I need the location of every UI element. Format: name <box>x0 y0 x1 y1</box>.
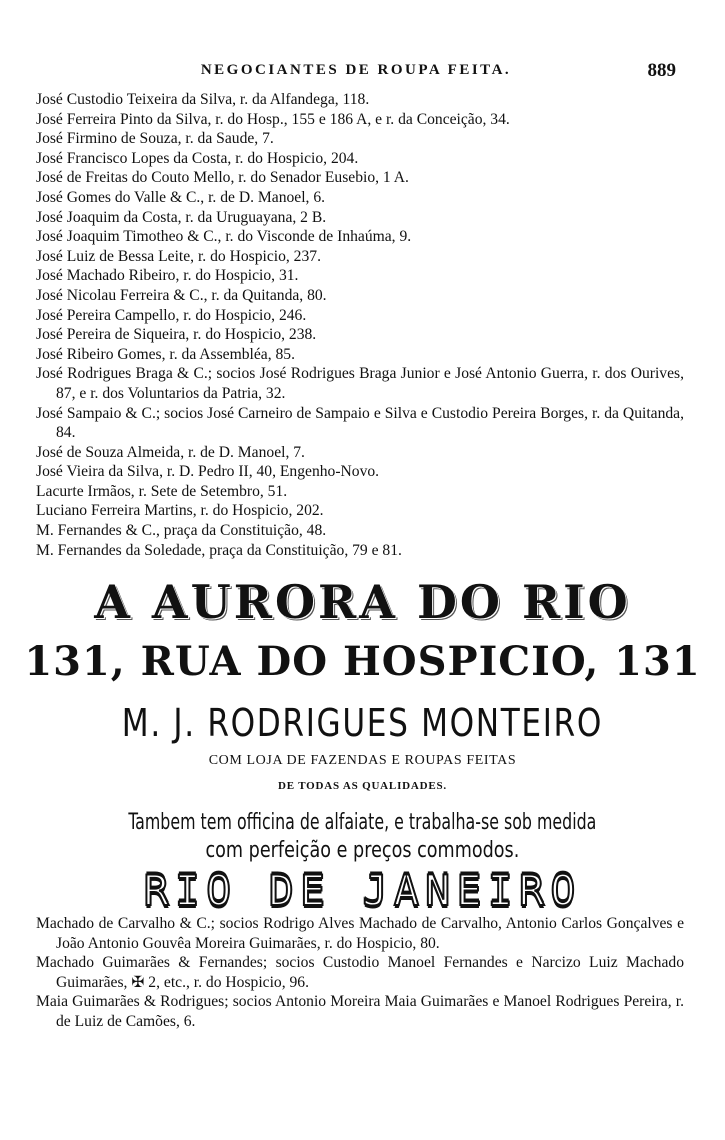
list-entry: José Sampaio & C.; socios José Carneiro de Sampaio e Silva e Custodio Pereira Borges, r. da Quitanda, 84. <box>36 404 684 442</box>
advert-line-shop: COM LOJA DE FAZENDAS E ROUPAS FEITAS <box>208 753 517 768</box>
running-title: NEGOCIANTES DE ROUPA FEITA. <box>200 62 512 78</box>
list-entry: M. Fernandes da Soledade, praça da Constituição, 79 e 81. <box>36 541 402 559</box>
list-entry: Maia Guimarães & Rodrigues; socios Antonio Moreira Maia Guimarães e Manoel Rodrigues Pereira, r. de Luiz de Camões, 6. <box>36 993 684 1030</box>
advert-line-tailoring: Tambem tem officina de alfaiate, e trabalha-se sob medida <box>128 810 597 835</box>
list-entry: Machado de Carvalho & C.; socios Rodrigo Alves Machado de Carvalho, Antonio Carlos Gonçalves e João Antonio Gouvêa Moreira Guimarães, r. do Hospicio, 80. <box>36 915 684 952</box>
advert-owner: M. J. RODRIGUES MONTEIRO <box>121 701 604 745</box>
list-entry: José de Freitas do Couto Mello, r. do Senador Eusebio, 1 A. <box>36 169 409 187</box>
list-entry: José Luiz de Bessa Leite, r. do Hospicio, 237. <box>36 247 321 265</box>
list-entry: Lacurte Irmãos, r. Sete de Setembro, 51. <box>36 482 288 500</box>
list-entry: José Ferreira Pinto da Silva, r. do Hosp., 155 e 186 A, e r. da Conceição, 34. <box>36 110 510 128</box>
advert-line-qualities: DE TODAS AS QUALIDADES. <box>278 780 447 792</box>
page-number: 889 <box>647 60 676 81</box>
list-entry: José Rodrigues Braga & C.; socios José Rodrigues Braga Junior e José Antonio Guerra, r. dos Ourives, 87, e r. dos Voluntarios da Patria, 32. <box>36 365 684 402</box>
list-entry: José Nicolau Ferreira & C., r. da Quitanda, 80. <box>36 286 327 304</box>
list-entry: José Gomes do Valle & C., r. de D. Manoel, 6. <box>36 188 326 206</box>
list-entry: M. Fernandes & C., praça da Constituição, 48. <box>36 522 327 540</box>
advert-address: 131, RUA DO HOSPICIO, 131 <box>24 638 701 685</box>
list-entry: José Pereira Campello, r. do Hospicio, 246. <box>36 306 307 324</box>
list-entry: José Francisco Lopes da Costa, r. do Hospicio, 204. <box>36 149 359 167</box>
list-entry: José Custodio Teixeira da Silva, r. da Alfandega, 118. <box>36 91 370 108</box>
list-entry: José Vieira da Silva, r. D. Pedro II, 40, Engenho-Novo. <box>36 463 380 481</box>
advert-city: RIO DE JANEIRO <box>143 866 582 915</box>
running-head <box>36 60 676 86</box>
list-entry: José Firmino de Souza, r. da Saude, 7. <box>36 130 274 148</box>
list-entry: José Joaquim Timotheo & C., r. do Visconde de Inhaúma, 9. <box>36 228 412 246</box>
list-entry: Luciano Ferreira Martins, r. do Hospicio, 202. <box>36 502 324 520</box>
merchant-list-top <box>36 90 684 560</box>
list-entry: José Ribeiro Gomes, r. da Assembléa, 85. <box>36 345 295 363</box>
list-entry: José Pereira de Siqueira, r. do Hospicio, 238. <box>36 326 317 344</box>
list-entry: José Machado Ribeiro, r. do Hospicio, 31. <box>36 267 299 285</box>
advert-shop-name: A AURORA DO RIO <box>94 575 631 629</box>
merchant-list-bottom <box>36 914 684 1032</box>
list-entry: Machado Guimarães & Fernandes; socios Custodio Manoel Fernandes e Narcizo Luiz Machado Guimarães, ✠ 2, etc., r. do Hospicio, 96. <box>36 954 684 991</box>
advert-line-prices: com perfeição e preços commodos. <box>205 838 520 863</box>
list-entry: José de Souza Almeida, r. de D. Manoel, 7. <box>36 443 305 461</box>
list-entry: José Joaquim da Costa, r. da Uruguayana, 2 B. <box>36 208 327 226</box>
